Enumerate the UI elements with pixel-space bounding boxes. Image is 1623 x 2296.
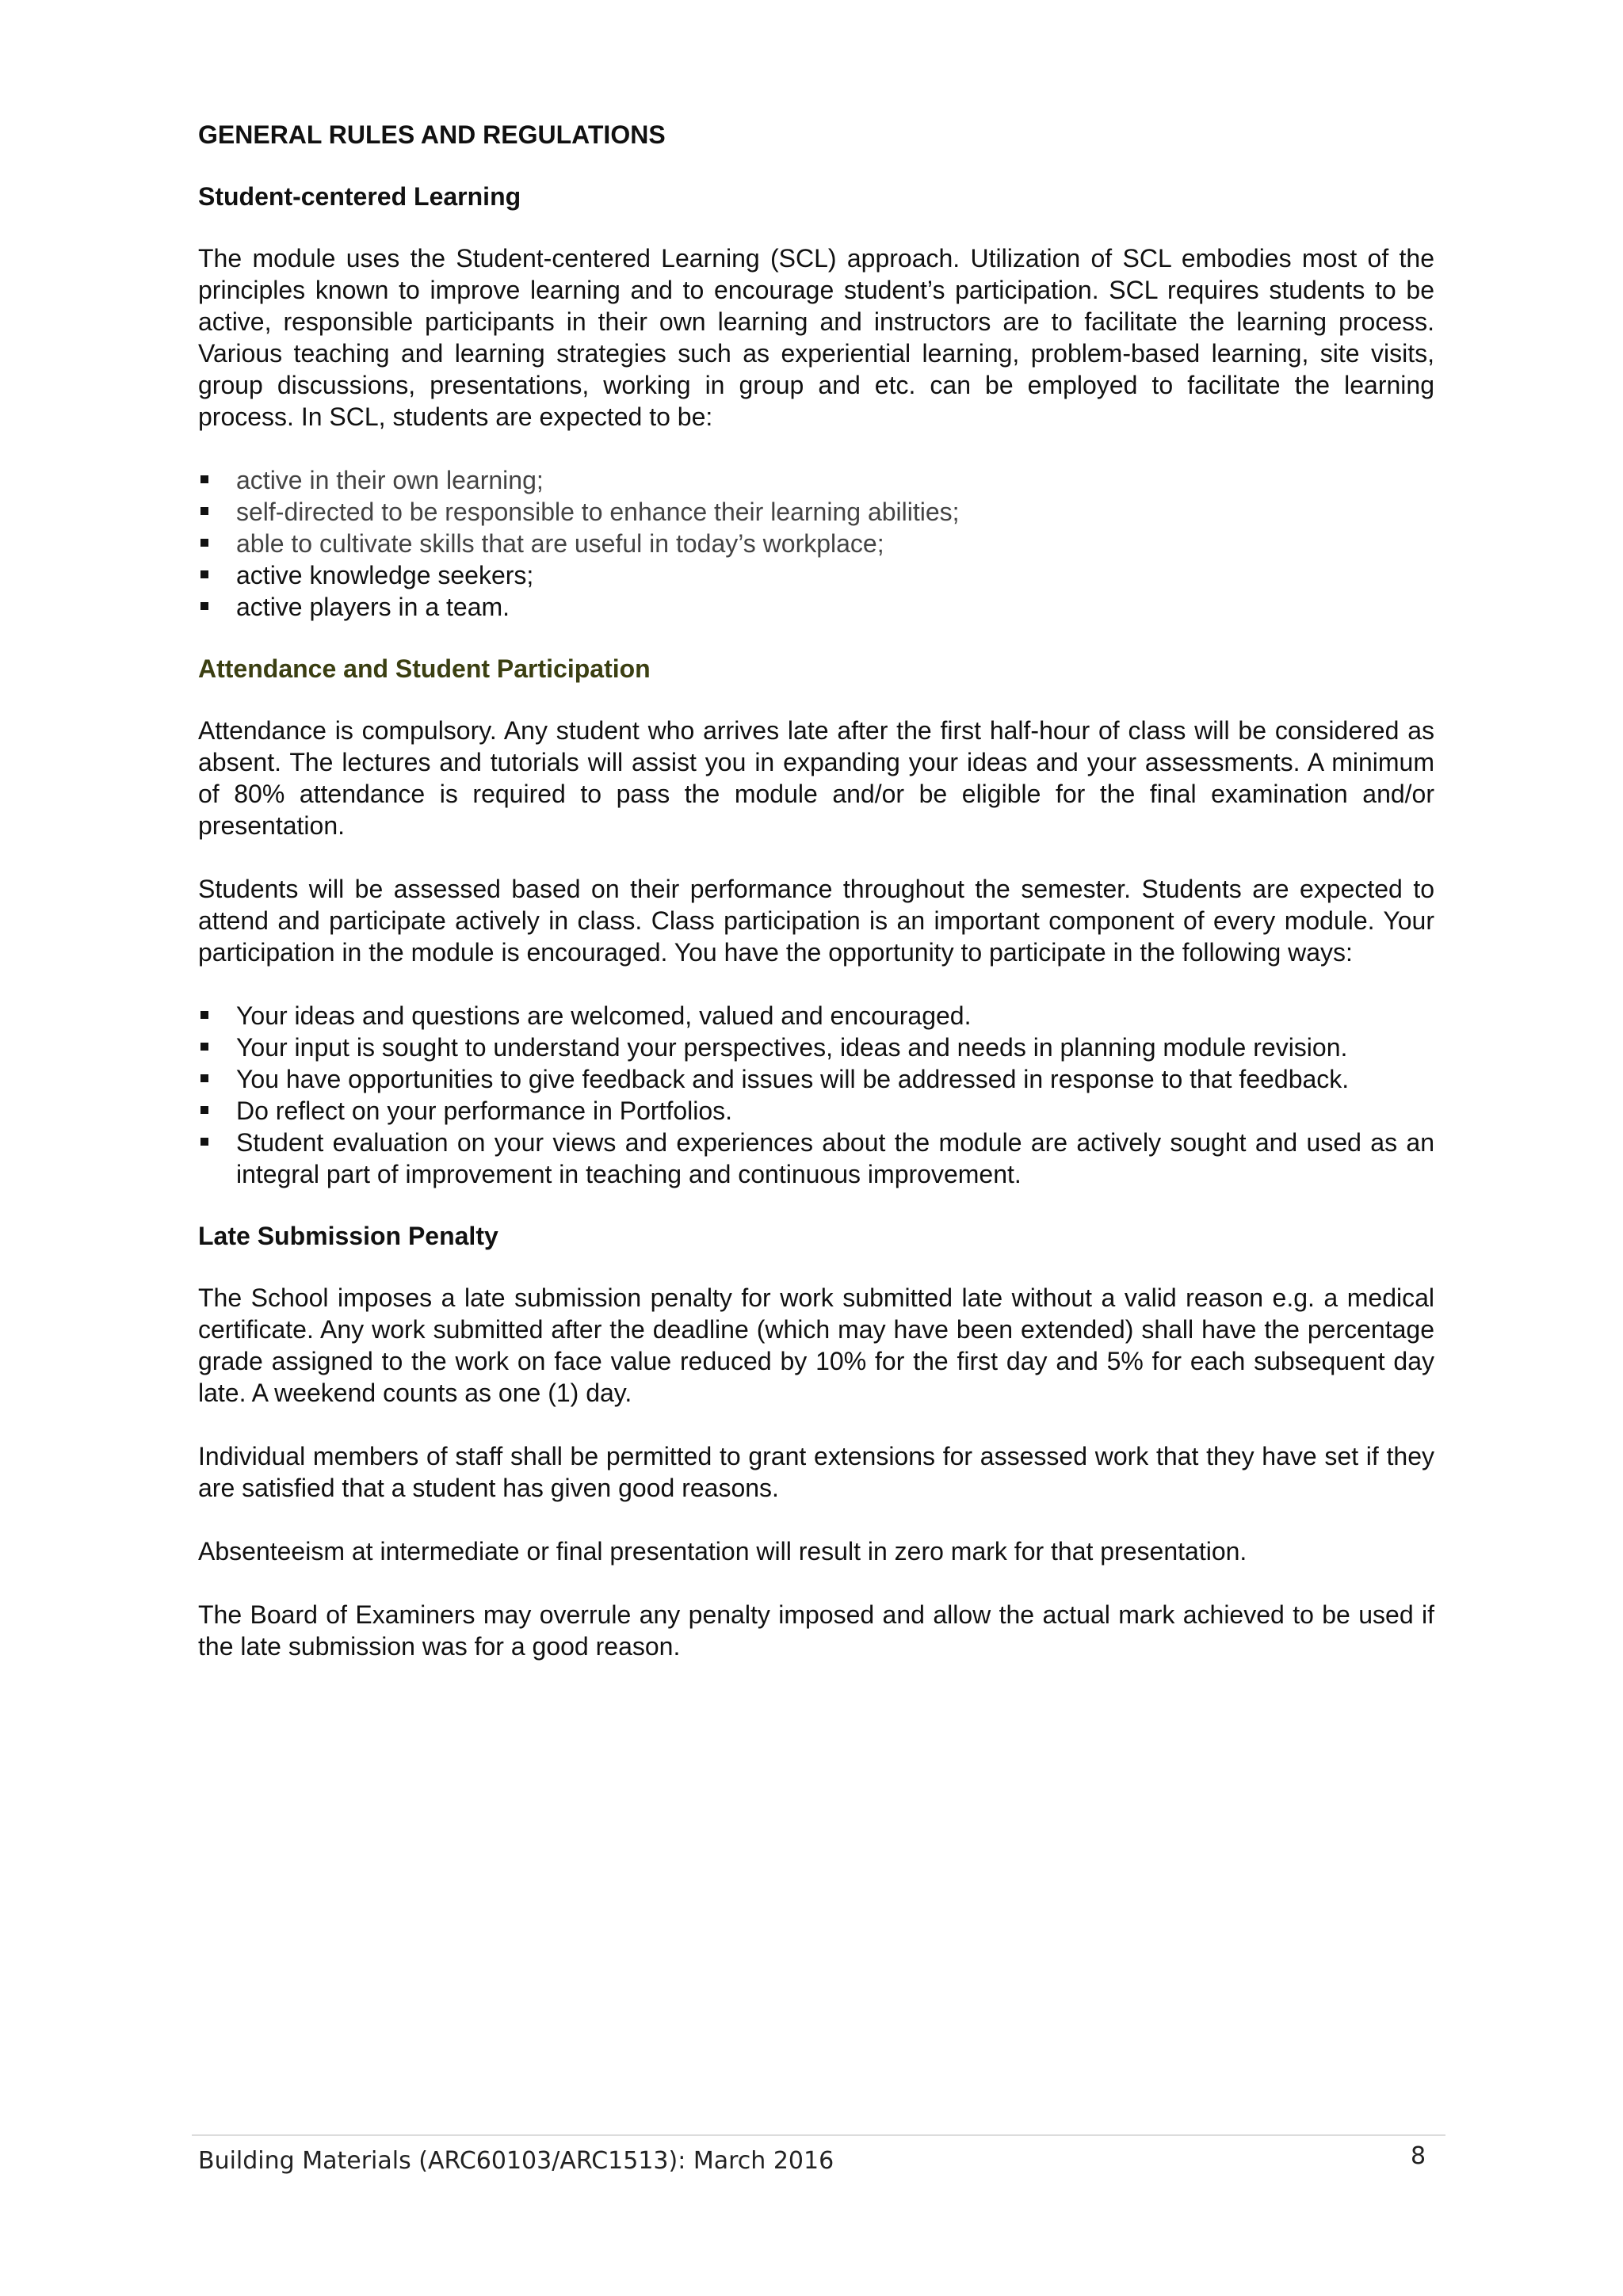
list-item	[198, 1032, 1434, 1063]
list-item	[198, 1063, 1434, 1095]
paragraph: The School imposes a late submission penalty for work submitted late without a valid reason e.g. a medical certificate. Any work submitted after the deadline (which may have been extended) shall have the percentage grade assigned to the work on face value reduced by 10% for the first day and 5% for each subsequent day late. A weekend counts as one (1) day.	[198, 1283, 1434, 1407]
square-bullet-icon	[200, 475, 208, 483]
list-item	[198, 464, 1434, 496]
footer-text: Building Materials (ARC60103/ARC1513): March 2016	[198, 2147, 834, 2175]
square-bullet-icon	[200, 1106, 208, 1114]
paragraph: The module uses the Student-centered Learning (SCL) approach. Utilization of SCL embodies most of the principles known to improve learning and to encourage student’s participation. SCL requires students to be active, responsible participants in their own learning and instructors are to facilitate the learning process. Various teaching and learning strategies such as experiential learning, problem-based learning, site visits, group discussions, presentations, working in group and etc. can be employed to facilitate the learning process. In SCL, students are expected to be:	[198, 244, 1434, 431]
list-item-text: active players in a team.	[236, 593, 510, 621]
paragraph: Students will be assessed based on their performance throughout the semester. Students are expected to attend and participate actively in class. Class participation is an important component of every module. Your participation in the module is encouraged. You have the opportunity to participate in the following ways:	[198, 875, 1434, 967]
square-bullet-icon	[200, 570, 208, 578]
list-item	[198, 1095, 1434, 1127]
bullet-list	[198, 1000, 1434, 1190]
list-item-text: Do reflect on your performance in Portfolios.	[236, 1097, 733, 1125]
list-item-text: Student evaluation on your views and experiences about the module are actively sought and used as an integral part of improvement in teaching and continuous improvement.	[236, 1128, 1434, 1188]
list-item-text: Your ideas and questions are welcomed, valued and encouraged.	[236, 1001, 972, 1030]
section-heading-late-submission: Late Submission Penalty	[198, 1222, 498, 1250]
list-item-text: active in their own learning;	[236, 466, 544, 494]
list-item-text: You have opportunities to give feedback and issues will be addressed in response to that feedback.	[236, 1065, 1350, 1093]
square-bullet-icon	[200, 602, 208, 610]
paragraph: Individual members of staff shall be permitted to grant extensions for assessed work that they have set if they are satisfied that a student has given good reasons.	[198, 1442, 1434, 1502]
bullet-list	[198, 464, 1434, 623]
list-item	[198, 1000, 1434, 1032]
footer-divider	[192, 2134, 1445, 2136]
list-item	[198, 1127, 1434, 1190]
list-item	[198, 528, 1434, 559]
list-item-text: able to cultivate skills that are useful in today’s workplace;	[236, 529, 884, 558]
square-bullet-icon	[200, 1011, 208, 1019]
paragraph: Absenteeism at intermediate or final presentation will result in zero mark for that presentation.	[198, 1537, 1247, 1566]
square-bullet-icon	[200, 539, 208, 547]
section-heading-attendance: Attendance and Student Participation	[198, 654, 651, 683]
list-item-text: self-directed to be responsible to enhance their learning abilities;	[236, 498, 960, 526]
section-heading-student-centered-learning: Student-centered Learning	[198, 182, 521, 211]
list-item	[198, 591, 1434, 623]
square-bullet-icon	[200, 507, 208, 515]
page-number: 8	[1411, 2142, 1426, 2170]
document-page	[198, 119, 1434, 1694]
square-bullet-icon	[200, 1138, 208, 1146]
list-item	[198, 496, 1434, 528]
square-bullet-icon	[200, 1074, 208, 1082]
square-bullet-icon	[200, 1043, 208, 1051]
document-title: GENERAL RULES AND REGULATIONS	[198, 120, 666, 149]
list-item	[198, 559, 1434, 591]
list-item-text: active knowledge seekers;	[236, 561, 534, 589]
list-item-text: Your input is sought to understand your perspectives, ideas and needs in planning module revision.	[236, 1033, 1348, 1062]
paragraph: Attendance is compulsory. Any student who arrives late after the first half-hour of class will be considered as absent. The lectures and tutorials will assist you in expanding your ideas and your assessments. A minimum of 80% attendance is required to pass the module and/or be eligible for the final examination and/or presentation.	[198, 716, 1434, 840]
paragraph: The Board of Examiners may overrule any penalty imposed and allow the actual mark achieved to be used if the late submission was for a good reason.	[198, 1600, 1434, 1661]
